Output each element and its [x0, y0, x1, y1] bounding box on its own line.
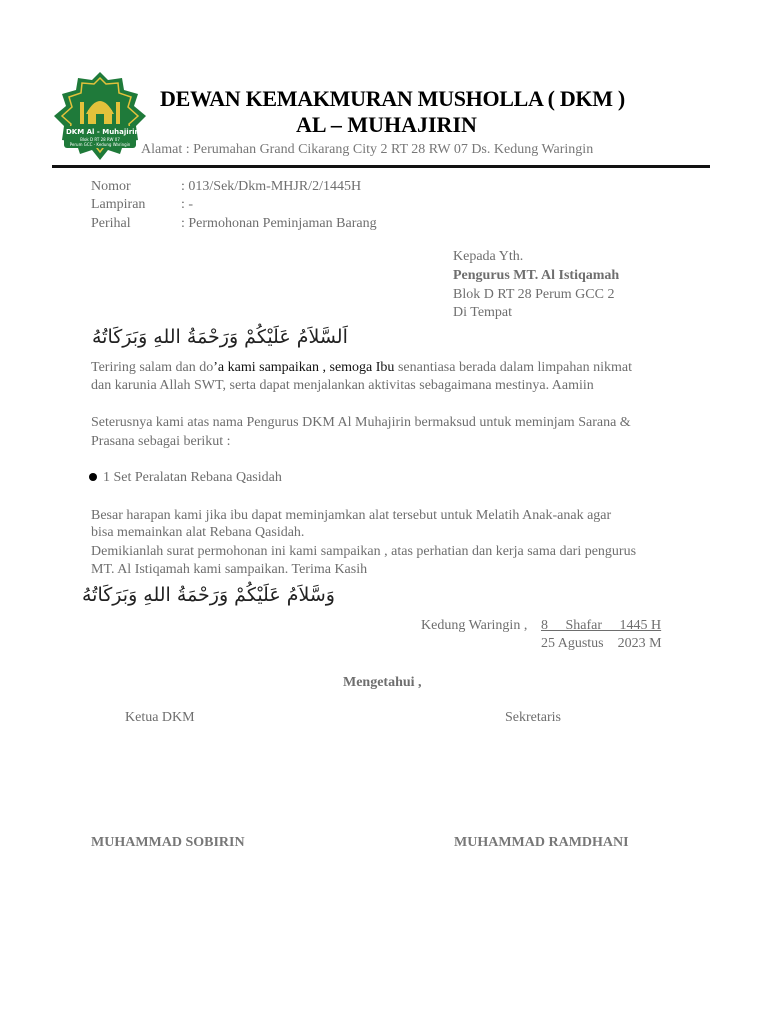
- recipient-address: Blok D RT 28 Perum GCC 2: [453, 287, 615, 302]
- left-signer-name: MUHAMMAD SOBIRIN: [91, 835, 245, 850]
- right-signer-role: Sekretaris: [505, 710, 561, 725]
- list-item: 1 Set Peralatan Rebana Qasidah: [103, 470, 282, 485]
- letterhead-address: Alamat : Perumahan Grand Cikarang City 2 RT 28 RW 07 Ds. Kedung Waringin: [141, 142, 594, 157]
- date-hijri: 8 Shafar 1445 H: [541, 618, 662, 633]
- mengetahui-label: Mengetahui ,: [343, 675, 422, 690]
- recipient-greeting: Kepada Yth.: [453, 249, 524, 264]
- meta-value-nomor: : 013/Sek/Dkm-MHJR/2/1445H: [181, 179, 362, 194]
- left-signer-role: Ketua DKM: [125, 710, 195, 725]
- right-signer-name: MUHAMMAD RAMDHANI: [454, 835, 629, 850]
- arabic-greeting: اَلسَّلاَمُ عَلَيْكُمْ وَرَحْمَةُ اللهِ وَبَرَكَاتُهُ: [92, 326, 348, 348]
- logo-text-2: Blok D RT 28 RW 07: [80, 137, 120, 142]
- recipient-name: Pengurus MT. Al Istiqamah: [453, 268, 620, 283]
- header-divider: [52, 165, 710, 168]
- body-paragraph-1-line-2: dan karunia Allah SWT, serta dapat menjalankan aktivitas sebagaimana mestinya. Aamiin: [91, 378, 594, 393]
- dkm-logo: [50, 70, 150, 162]
- body-paragraph-3-line-4: MT. Al Istiqamah kami sampaikan. Terima Kasih: [91, 562, 368, 577]
- letterhead-title-line2: AL – MUHAJIRIN: [296, 112, 477, 137]
- body-paragraph-2-line-1: Seterusnya kami atas nama Pengurus DKM Al Muhajirin bermaksud untuk meminjam Sarana &: [91, 415, 631, 430]
- meta-label-nomor: Nomor: [91, 179, 131, 194]
- bullet-icon: [89, 473, 97, 481]
- meta-value-perihal: : Permohonan Peminjaman Barang: [181, 216, 377, 231]
- date-gregorian: 25 Agustus 2023 M: [541, 636, 662, 651]
- date-place: Kedung Waringin ,: [421, 618, 528, 633]
- logo-text-3: Perum GCC - Kedung Waringin: [69, 142, 131, 147]
- body-paragraph-1-line-1: [91, 360, 632, 376]
- body-paragraph-2-line-2: Prasana sebagai berikut :: [91, 434, 231, 449]
- arabic-closing: وَسَّلاَمُ عَلَيْكُمْ وَرَحْمَةُ اللهِ وَبَرَكَاتُهُ: [82, 584, 335, 606]
- body-p1-part-b: ’a kami sampaikan , semoga Ibu: [213, 360, 395, 375]
- body-paragraph-3-line-2: bisa memainkan alat Rebana Qasidah.: [91, 525, 305, 540]
- meta-label-lampiran: Lampiran: [91, 197, 146, 212]
- meta-label-perihal: Perihal: [91, 216, 131, 231]
- logo-text-1: DKM Al - Muhajirin: [66, 128, 140, 136]
- body-p1-part-c: senantiasa berada dalam limpahan nikmat: [394, 360, 632, 375]
- body-paragraph-3-line-3: Demikianlah surat permohonan ini kami sampaikan , atas perhatian dan kerja sama dari pengurus: [91, 544, 637, 559]
- letterhead-title-line1: DEWAN KEMAKMURAN MUSHOLLA ( DKM ): [160, 86, 625, 111]
- recipient-place: Di Tempat: [453, 305, 513, 320]
- body-paragraph-3-line-1: Besar harapan kami jika ibu dapat meminjamkan alat tersebut untuk Melatih Anak-anak agar: [91, 508, 612, 523]
- meta-value-lampiran: : -: [181, 197, 194, 212]
- body-p1-part-a: Teriring salam dan do: [91, 360, 214, 375]
